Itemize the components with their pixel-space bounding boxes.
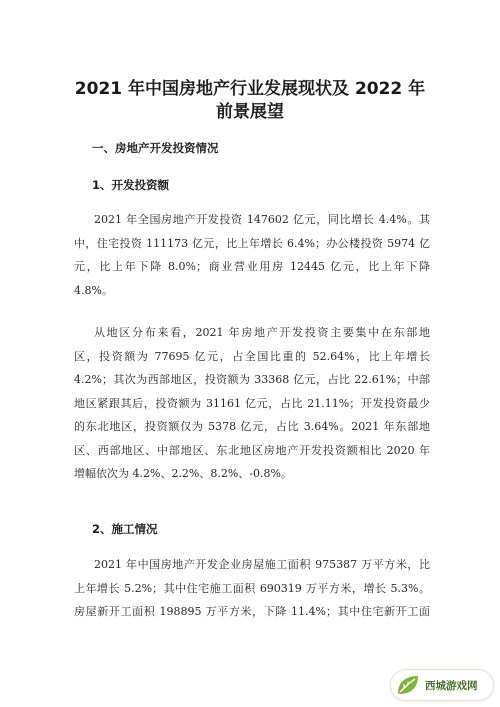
watermark-label: 西城游戏网: [425, 679, 478, 692]
section-heading: 一、房地产开发投资情况: [92, 141, 219, 155]
paragraph-line: 增幅依次为 4.2%、2.2%、8.2%、-0.8%。: [74, 467, 292, 480]
paragraph-line: 上年增长 5.2%；其中住宅施工面积 690319 万平方米，增长 5.3%。: [74, 581, 430, 595]
paragraph-line: 元，比上年下降 8.0%；商业营业用房 12445 亿元，比上年下降: [74, 260, 430, 273]
leaf-logo-icon: [395, 673, 421, 697]
paragraph-line: 2021 年中国房地产开发企业房屋施工面积 975387 万平方米，比: [94, 558, 430, 571]
paragraph-investment: [74, 208, 430, 302]
document-title: [60, 78, 440, 124]
paragraph-line: 区，投资额为 77695 亿元，占全国比重的 52.64%，比上年增长: [74, 349, 430, 363]
subsection-heading-construction: 2、施工情况: [92, 522, 158, 536]
title-line-1: 2021 年中国房地产行业发展现状及 2022 年: [74, 79, 426, 99]
paragraph-line: 的东北地区，投资额仅为 5378 亿元，占比 3.64%。2021 年东部地: [74, 420, 430, 433]
paragraph-line: 区、西部地区、中部地区、东北地区房地产开发投资额相比 2020 年: [74, 443, 430, 457]
paragraph-line: 房屋新开工面积 198895 万平方米，下降 11.4%；其中住宅新开工面: [74, 605, 430, 618]
site-watermark[interactable]: [390, 669, 494, 701]
paragraph-line: 2021 年全国房地产开发投资 147602 亿元，同比增长 4.4%。其: [94, 213, 430, 226]
paragraph-line: 中，住宅投资 111173 亿元，比上年增长 6.4%；办公楼投资 5974 亿: [74, 236, 430, 250]
paragraph-line: 地区紧跟其后，投资额为 31161 亿元，占比 21.11%；开发投资最少: [74, 396, 430, 410]
paragraph-line: 从地区分布来看，2021 年房地产开发投资主要集中在东部地: [94, 326, 430, 339]
title-line-2: 前景展望: [216, 102, 284, 122]
paragraph-construction: [74, 553, 430, 624]
paragraph-line: 4.8%。: [74, 283, 113, 297]
subsection-heading-investment: 1、开发投资额: [92, 178, 170, 192]
paragraph-regional: [74, 321, 430, 486]
paragraph-line: 4.2%；其次为西部地区，投资额为 33368 亿元，占比 22.61%；中部: [74, 373, 430, 386]
